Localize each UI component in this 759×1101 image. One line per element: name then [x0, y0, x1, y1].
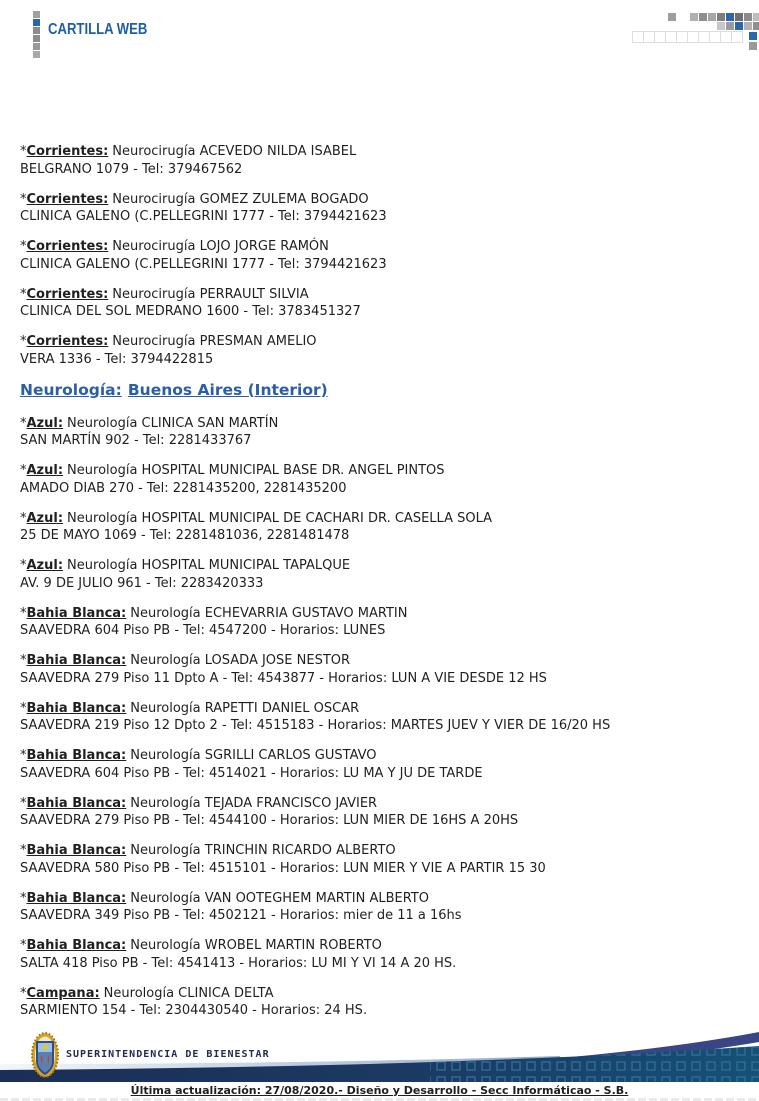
entry-address-line: SAAVEDRA 279 Piso PB - Tel: 4544100 - Horarios: LUN MIER DE 16HS A 20HS: [20, 813, 519, 828]
entry-city-label: Bahia Blanca:: [26, 938, 127, 953]
entry-asterisk: *: [20, 334, 27, 349]
entry-provider-info: Neurocirugía PERRAULT SILVIA: [112, 286, 309, 302]
brand-title: CARTILLA WEB: [48, 21, 148, 38]
listing-entry: [20, 795, 743, 830]
entry-asterisk: *: [20, 144, 27, 159]
listing-entry: [20, 937, 743, 972]
entry-provider-info: Neurología CLINICA DELTA: [103, 985, 274, 1001]
entry-asterisk: *: [20, 700, 27, 716]
neurologia-entries: [20, 415, 743, 1020]
entry-city-label: Bahia Blanca:: [26, 605, 127, 621]
entry-address-line: 25 DE MAYO 1069 - Tel: 2281481036, 2281481478: [20, 528, 350, 543]
entry-address-line: SAAVEDRA 219 Piso 12 Dpto 2 - Tel: 4515183 - Horarios: MARTES JUEV Y VIER DE 16/20 HS: [20, 718, 611, 733]
entry-asterisk: *: [20, 510, 27, 526]
entry-asterisk: *: [20, 938, 27, 953]
entry-headline: [20, 747, 743, 765]
superintendencia-shield-logo: [31, 1032, 59, 1078]
entry-provider-info: Neurología TRINCHIN RICARDO ALBERTO: [130, 843, 396, 858]
entry-headline: [20, 605, 743, 623]
listing-entry: [20, 415, 743, 450]
entry-headline: [20, 415, 743, 433]
entry-provider-info: Neurología SGRILLI CARLOS GUSTAVO: [130, 748, 377, 763]
entry-city-label: Corrientes:: [26, 286, 109, 302]
entry-address-line: BELGRANO 1079 - Tel: 379467562: [20, 161, 243, 177]
entry-headline: [20, 143, 743, 161]
entry-address-line: SAAVEDRA 580 Piso PB - Tel: 4515101 - Horarios: LUN MIER Y VIE A PARTIR 15 30: [20, 860, 546, 876]
entry-city-label: Bahia Blanca:: [26, 795, 127, 811]
entry-city-label: Azul:: [26, 415, 64, 431]
entry-headline: [20, 652, 743, 670]
brand-squares-icon: [33, 11, 40, 59]
entry-provider-info: Neurología VAN OOTEGHEM MARTIN ALBERTO: [130, 890, 429, 906]
entry-address-line: AV. 9 DE JULIO 961 - Tel: 2283420333: [20, 575, 264, 591]
entry-headline: [20, 795, 743, 813]
entry-provider-info: Neurología HOSPITAL MUNICIPAL TAPALQUE: [67, 558, 351, 573]
listing-entry: [20, 333, 743, 368]
entry-provider-info: Neurocirugía GOMEZ ZULEMA BOGADO: [112, 191, 369, 207]
entry-asterisk: *: [20, 558, 27, 573]
neurocirugia-entries: [20, 143, 743, 368]
entry-city-label: Corrientes:: [26, 191, 109, 207]
entry-city-label: Azul:: [26, 510, 64, 526]
listing-entry: [20, 747, 743, 782]
entry-asterisk: *: [20, 286, 27, 302]
entry-headline: [20, 842, 743, 860]
entry-address-line: SAAVEDRA 349 Piso PB - Tel: 4502121 - Horarios: mier de 11 a 16hs: [20, 908, 462, 923]
entry-address-line: SARMIENTO 154 - Tel: 2304430540 - Horarios: 24 HS.: [20, 1003, 368, 1018]
entry-headline: [20, 890, 743, 908]
listing-entry: [20, 557, 743, 592]
listing-entry: [20, 238, 743, 273]
footer-update-line: Última actualización: 27/08/2020.- Diseño y Desarrollo - Secc Informáticao - S.B.: [130, 1084, 629, 1097]
entry-asterisk: *: [20, 191, 27, 207]
footer: [0, 1030, 759, 1101]
entry-provider-info: Neurología CLINICA SAN MARTÍN: [67, 415, 279, 431]
entry-address-line: SAAVEDRA 604 Piso PB - Tel: 4547200 - Horarios: LUNES: [20, 623, 386, 638]
entry-asterisk: *: [20, 795, 27, 811]
entry-provider-info: Neurología RAPETTI DANIEL OSCAR: [130, 700, 360, 716]
listing-entry: [20, 890, 743, 925]
section-heading-region-link[interactable]: Buenos Aires (Interior): [127, 380, 328, 399]
entry-asterisk: *: [20, 239, 27, 254]
entry-city-label: Azul:: [26, 463, 64, 478]
listing-entry: [20, 191, 743, 226]
entry-provider-info: Neurología HOSPITAL MUNICIPAL BASE DR. ANGEL PINTOS: [67, 463, 445, 478]
listing-entry: [20, 652, 743, 687]
listing-entry: [20, 462, 743, 497]
entry-headline: [20, 557, 743, 575]
entry-provider-info: Neurología WROBEL MARTIN ROBERTO: [130, 938, 382, 953]
entry-city-label: Bahia Blanca:: [26, 843, 127, 858]
entry-headline: [20, 985, 743, 1003]
listing-entry: [20, 286, 743, 321]
entry-headline: [20, 191, 743, 209]
entry-city-label: Bahia Blanca:: [26, 890, 127, 906]
header: [0, 0, 759, 60]
entry-city-label: Campana:: [26, 985, 100, 1001]
entry-asterisk: *: [20, 415, 27, 431]
listing-entry: [20, 842, 743, 877]
entry-address-line: CLINICA GALENO (C.PELLEGRINI 1777 - Tel: 3794421623: [20, 209, 387, 224]
entry-headline: [20, 333, 743, 351]
entry-asterisk: *: [20, 843, 27, 858]
entry-address-line: VERA 1336 - Tel: 3794422815: [20, 351, 214, 367]
entry-asterisk: *: [20, 890, 27, 906]
entry-city-label: Bahia Blanca:: [26, 700, 127, 716]
entry-address-line: CLINICA DEL SOL MEDRANO 1600 - Tel: 3783451327: [20, 304, 361, 319]
entry-address-line: SAAVEDRA 604 Piso PB - Tel: 4514021 - Horarios: LU MA Y JU DE TARDE: [20, 765, 483, 781]
entry-headline: [20, 700, 743, 718]
entry-provider-info: Neurología HOSPITAL MUNICIPAL DE CACHARI DR. CASELLA SOLA: [67, 510, 493, 526]
provider-directory: [20, 143, 743, 1032]
entry-city-label: Corrientes:: [26, 144, 109, 159]
listing-entry: [20, 143, 743, 178]
footer-org-name: SUPERINTENDENCIA DE BIENESTAR: [66, 1049, 270, 1060]
entry-headline: [20, 462, 743, 480]
section-heading-specialty-link[interactable]: Neurología:: [20, 380, 122, 399]
entry-address-line: AMADO DIAB 270 - Tel: 2281435200, 2281435200: [20, 480, 347, 496]
entry-asterisk: *: [20, 985, 27, 1001]
entry-city-label: Azul:: [26, 558, 64, 573]
entry-asterisk: *: [20, 605, 27, 621]
listing-entry: [20, 605, 743, 640]
entry-asterisk: *: [20, 748, 27, 763]
entry-provider-info: Neurocirugía ACEVEDO NILDA ISABEL: [112, 144, 357, 159]
entry-headline: [20, 937, 743, 955]
entry-headline: [20, 286, 743, 304]
entry-city-label: Corrientes:: [26, 334, 109, 349]
section-heading: [20, 381, 743, 399]
entry-asterisk: *: [20, 653, 27, 668]
entry-headline: [20, 238, 743, 256]
listing-entry: [20, 510, 743, 545]
entry-city-label: Bahia Blanca:: [26, 748, 127, 763]
listing-entry: [20, 700, 743, 735]
entry-provider-info: Neurocirugía LOJO JORGE RAMÓN: [112, 239, 329, 254]
entry-address-line: CLINICA GALENO (C.PELLEGRINI 1777 - Tel: 3794421623: [20, 256, 387, 272]
entry-city-label: Bahia Blanca:: [26, 653, 127, 668]
listing-entry: [20, 985, 743, 1020]
entry-asterisk: *: [20, 463, 27, 478]
entry-provider-info: Neurología TEJADA FRANCISCO JAVIER: [130, 795, 378, 811]
entry-provider-info: Neurología LOSADA JOSE NESTOR: [130, 653, 351, 668]
entry-address-line: SALTA 418 Piso PB - Tel: 4541413 - Horarios: LU MI Y VI 14 A 20 HS.: [20, 955, 457, 971]
entry-address-line: SAN MARTÍN 902 - Tel: 2281433767: [20, 433, 252, 448]
entry-address-line: SAAVEDRA 279 Piso 11 Dpto A - Tel: 4543877 - Horarios: LUN A VIE DESDE 12 HS: [20, 670, 547, 686]
entry-provider-info: Neurología ECHEVARRIA GUSTAVO MARTIN: [130, 605, 408, 621]
entry-headline: [20, 510, 743, 528]
entry-provider-info: Neurocirugía PRESMAN AMELIO: [112, 334, 317, 349]
entry-city-label: Corrientes:: [26, 239, 109, 254]
